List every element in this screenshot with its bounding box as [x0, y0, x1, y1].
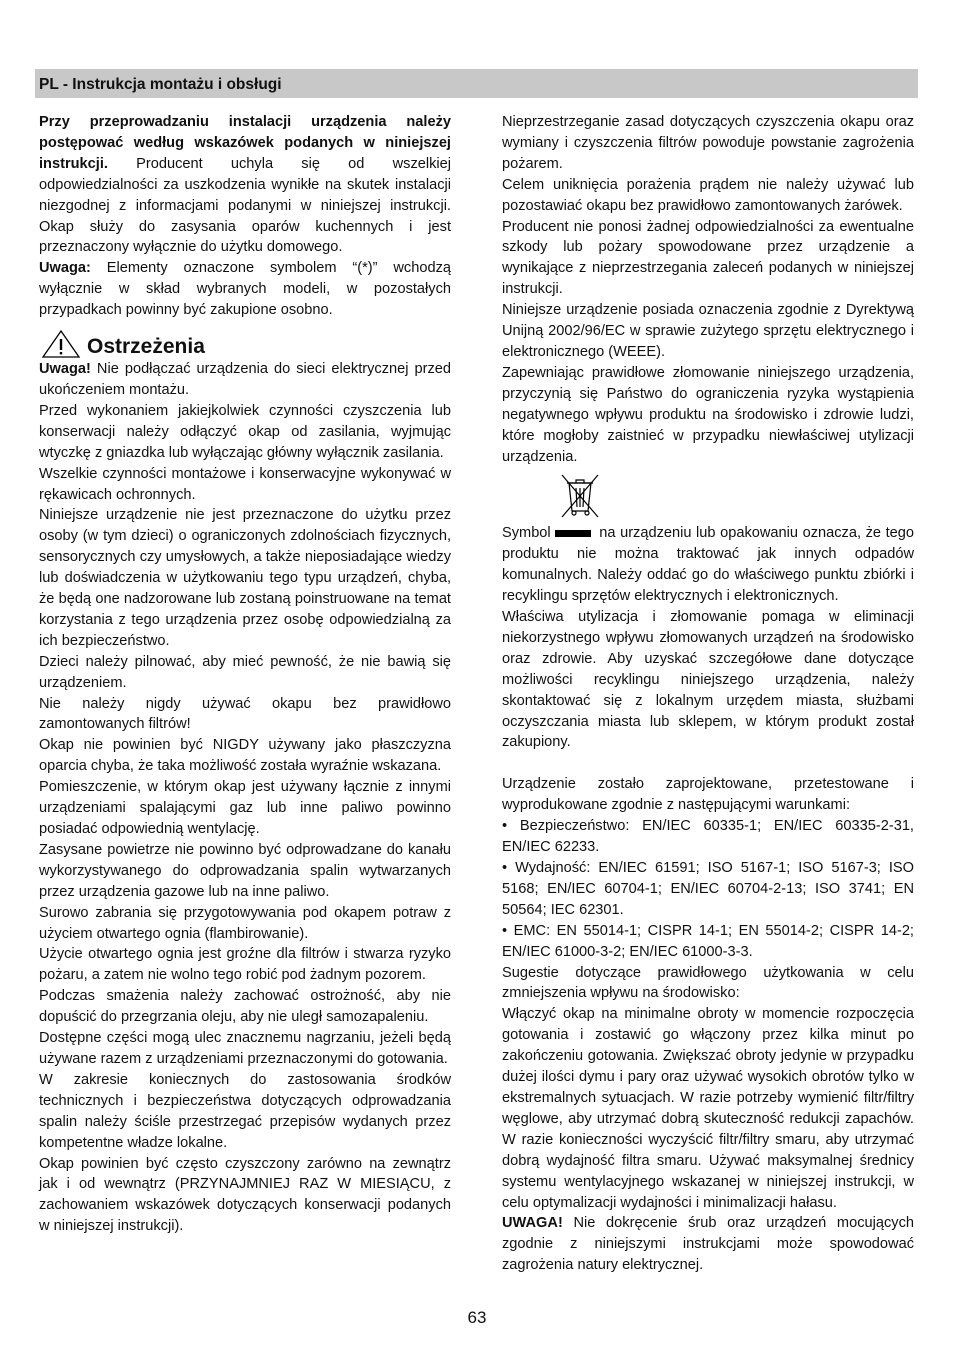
note-bold: Uwaga:	[39, 260, 91, 277]
paragraph: Celem uniknięcia porażenia prądem nie należy używać lub pozostawiać okapu bez prawidłowo zamontowanych żarówek.	[502, 176, 914, 214]
note-paragraph	[39, 258, 451, 321]
note-text: Elementy oznaczone symbolem “(*)” wchodzą wyłącznie w skład wybranych modeli, w pozostałych przypadkach powinny być zakupione osobno.	[39, 260, 451, 319]
paragraph: • EMC: EN 55014-1; CISPR 14-1; EN 55014-2; CISPR 14-2; EN/IEC 61000-3-2; EN/IEC 61000-3-3.	[502, 922, 914, 960]
paragraph: Użycie otwartego ognia jest groźne dla filtrów i stwarza ryzyko pożaru, a zatem nie wolno tego robić pod żadnym pozorem.	[39, 946, 451, 984]
warnings-heading	[39, 327, 451, 361]
paragraph: Zapewniając prawidłowe złomowanie niniejszego urządzenia, przyczynią się Państwo do ograniczenia ryzyka wystąpienia negatywnego wpływu produktu na środowisko i zdrowie ludzi, które mogłoby zaistnieć w przypadku niewłaściwej utylizacji urządzenia.	[502, 364, 914, 465]
paragraph: Urządzenie zostało zaprojektowane, przetestowane i wyprodukowane zgodnie z następującymi warunkami:	[502, 776, 914, 814]
section-title: PL - Instrukcja montażu i obsługi	[39, 76, 282, 93]
paragraph: Producent nie ponosi żadnej odpowiedzialności za ewentualne szkody lub pożary spowodowane przez urządzenie a wynikające z nieprzestrzegania zaleceń podanych w niniejszej instrukcji.	[502, 218, 914, 298]
section-header	[35, 69, 918, 98]
symbol-label: Symbol	[502, 525, 551, 542]
paragraph: Dzieci należy pilnować, aby mieć pewność, że nie bawią się urządzeniem.	[39, 653, 451, 691]
paragraph: Okap nie powinien być NIGDY używany jako płaszczyzna oparcia chyba, że taka możliwość została wyraźnie wskazana.	[39, 737, 451, 775]
warning-paragraph	[39, 359, 451, 401]
intro-paragraph	[39, 112, 451, 258]
paragraph: Włączyć okap na minimalne obroty w momencie rozpoczęcia gotowania i zostawić go włączony przez kilka minut po zakończeniu gotowania. Zwiększać obroty jedynie w przypadku dużej ilości dymu i pary oraz używać wysokich obrotów tylko w ekstremalnych sytuacjach. W razie potrzeby wymienić filtr/filtry węglowe, aby utrzymać dobrą skuteczność redukcji zapachów. W razie konieczności wyczyścić filtr/filtry smaru, aby utrzymać dobrą wydajność filtra smaru. Używać maksymalnej średnicy systemu wentylacyjnego wskazanej w niniejszej instrukcji, w celu optymalizacji wydajności i minimalizacji hałasu.	[502, 1006, 914, 1211]
paragraph: • Bezpieczeństwo: EN/IEC 60335-1; EN/IEC 60335-2-31, EN/IEC 62233.	[502, 818, 914, 856]
warning-text: Nie podłączać urządzenia do sieci elektrycznej przed ukończeniem montażu.	[39, 361, 451, 398]
paragraph: Surowo zabrania się przygotowywania pod okapem potraw z użyciem otwartego ognia (flambirowanie).	[39, 904, 451, 942]
weee-symbol	[502, 467, 914, 523]
warnings-title: Ostrzeżenia	[87, 334, 205, 358]
paragraph: W zakresie koniecznych do zastosowania środków technicznych i bezpieczeństwa dotyczących odprowadzania spalin należy ściśle przestrzegać przepisów wydanych przez kompetentne władze lokalne.	[39, 1071, 451, 1151]
final-warning-paragraph	[502, 1213, 914, 1276]
warning-bold: Uwaga!	[39, 361, 91, 378]
intro-bold: Przy przeprowadzaniu instalacji urządzenia należy postępować według wskazówek podanych w niniejszej instrukcji.	[39, 114, 451, 172]
paragraph: • Wydajność: EN/IEC 61591; ISO 5167-1; ISO 5167-3; ISO 5168; EN/IEC 60704-1; EN/IEC 60704-2-13; ISO 3741; EN 50564; IEC 62301.	[502, 860, 914, 918]
paragraph: Okap powinien być często czyszczony zarówno na zewnątrz jak i od wewnątrz (PRZYNAJMNIEJ RAZ W MIESIĄCU, z zachowaniem wskazówek dotyczących konserwacji podanych w niniejszej instrukcji).	[39, 1155, 451, 1235]
intro-text: Producent uchyla się od wszelkiej odpowiedzialności za uszkodzenia wynikłe na skutek instalacji niezgodnej z informacjami podanymi w niniejszej instrukcji. Okap służy do zasysania oparów kuchennych i jest przeznaczony wyłącznie do użytku domowego.	[39, 155, 451, 256]
paragraph: Przed wykonaniem jakiejkolwiek czynności czyszczenia lub konserwacji należy odłączyć okap od zasilania, wyjmując wtyczkę z gniazdka lub wyłączając główny wyłącznik zasilania.	[39, 402, 451, 461]
warning-triangle-icon	[41, 329, 81, 359]
paragraph: Wszelkie czynności montażowe i konserwacyjne wykonywać w rękawicach ochronnych.	[39, 465, 451, 503]
paragraph: Pomieszczenie, w którym okap jest używany łącznie z innymi urządzeniami spalającymi gaz lub inne paliwo powinno posiadać odpowiednią wentylację.	[39, 779, 451, 837]
paragraph: Niniejsze urządzenie nie jest przeznaczone do użytku przez osoby (w tym dzieci) o ograniczonych zdolnościach fizycznych, sensorycznych czy umysłowych, a także nieposiadające wiedzy lub doświadczenia w użytkowaniu tego typu urządzeń, chyba, że będą one nadzorowane lub zostaną poinstruowane na temat korzystania z tego urządzenia przez osobę odpowiedzialną za ich bezpieczeństwo.	[39, 507, 451, 649]
final-warning-text: Nie dokręcenie śrub oraz urządzeń mocujących zgodnie z niniejszymi instrukcjami może spowodować zagrożenia natury elektrycznej.	[502, 1215, 914, 1274]
paragraph: Niniejsze urządzenie posiada oznaczenia zgodnie z Dyrektywą Unijną 2002/96/EC w sprawie zużytego sprzętu elektrycznego i elektronicznego (WEEE).	[502, 302, 914, 360]
symbol-text: na urządzeniu lub opakowaniu oznacza, że tego produktu nie można traktować jak innych odpadów komunalnych. Należy oddać go do właściwego punktu zbiórki i recyklingu sprzętów elektrycznych i elektronicznych.	[502, 525, 914, 605]
left-column	[39, 112, 451, 1237]
paragraph: Dostępne części mogą ulec znacznemu nagrzaniu, jeżeli będą używane razem z urządzeniami przeznaczonymi do gotowania.	[39, 1030, 451, 1067]
paragraph: Podczas smażenia należy zachować ostrożność, aby nie dopuścić do przegrzania oleju, aby nie uległ samozapaleniu.	[39, 988, 451, 1026]
disposal-paragraph: Właściwa utylizacja i złomowanie pomaga w eliminacji niekorzystnego wpływu złomowanych urządzeń na środowisko oraz zdrowie. Aby uzyskać szczegółowe dane dotyczące możliwości recyklingu niniejszego urządzenia, należy skontaktować się z lokalnym urzędem miasta, służbami oczyszczania miasta lub sklepem, w którym produkt został zakupiony.	[502, 609, 914, 751]
paragraph: Sugestie dotyczące prawidłowego użytkowania w celu zmniejszenia wpływu na środowisko:	[502, 964, 914, 1002]
right-column	[502, 112, 914, 1276]
paragraph: Nieprzestrzeganie zasad dotyczących czyszczenia okapu oraz wymiany i czyszczenia filtrów powoduje powstanie zagrożenia pożarem.	[502, 114, 914, 172]
black-bar-icon	[555, 530, 591, 537]
paragraph: Zasysane powietrze nie powinno być odprowadzane do kanału wykorzystywanego do odprowadzania spalin wytwarzanych przez urządzenia gazowe lub na inne paliwo.	[39, 841, 451, 900]
paragraph: Nie należy nigdy używać okapu bez prawidłowo zamontowanych filtrów!	[39, 695, 451, 733]
final-warning-bold: UWAGA!	[502, 1215, 563, 1232]
crossed-bin-icon	[558, 471, 602, 519]
symbol-paragraph	[502, 523, 914, 607]
page-number: 63	[467, 1308, 487, 1327]
